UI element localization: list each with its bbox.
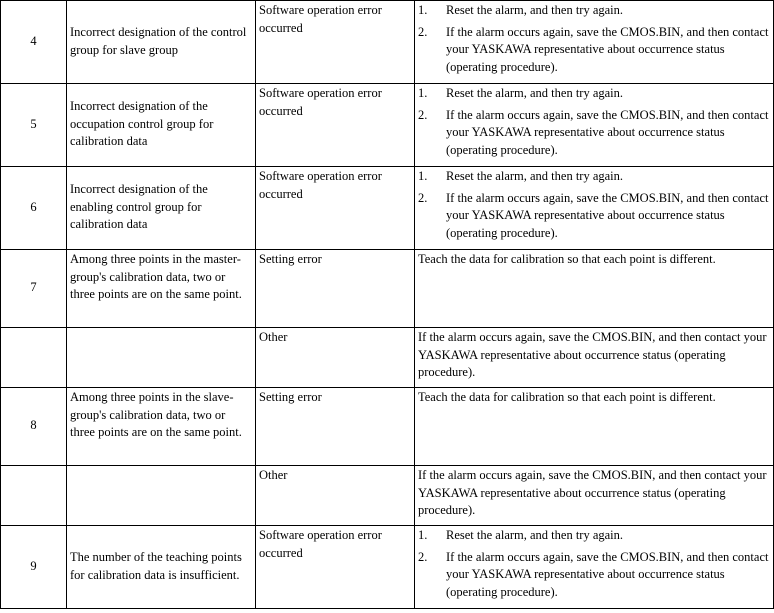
table-row [1,84,774,167]
remedy-step [418,168,770,186]
alarm-cause: Software operation error occurred [256,167,415,250]
step-text: If the alarm occurs again, save the CMOS.BIN, and then contact your YASKAWA representative about occurrence status (operating procedure). [446,107,769,157]
alarm-remedy [415,526,774,609]
alarm-description [67,328,256,388]
table-row [1,328,774,388]
alarm-remedy: Teach the data for calibration so that each point is different. [415,250,774,328]
table-row [1,466,774,526]
alarm-description: Incorrect designation of the enabling control group for calibration data [67,167,256,250]
step-number: 2. [418,24,428,39]
step-text: If the alarm occurs again, save the CMOS.BIN, and then contact your YASKAWA representative about occurrence status (operating procedure). [446,24,769,74]
alarm-remedy: If the alarm occurs again, save the CMOS.BIN, and then contact your YASKAWA representative about occurrence status (operating procedure). [415,328,774,388]
alarm-remedy: If the alarm occurs again, save the CMOS.BIN, and then contact your YASKAWA representative about occurrence status (operating procedure). [415,466,774,526]
alarm-remedy: Teach the data for calibration so that each point is different. [415,388,774,466]
step-text: Reset the alarm, and then try again. [446,528,624,542]
alarm-number: 5 [1,84,67,167]
alarm-description: The number of the teaching points for calibration data is insufficient. [67,526,256,609]
step-number: 1. [418,86,428,100]
step-text: Reset the alarm, and then try again. [446,86,624,100]
step-text: Reset the alarm, and then try again. [446,3,624,17]
alarm-cause: Software operation error occurred [256,84,415,167]
step-text: If the alarm occurs again, save the CMOS.BIN, and then contact your YASKAWA representative about occurrence status (operating procedure). [446,549,769,599]
alarm-number: 7 [1,250,67,328]
step-number: 2. [418,190,428,205]
alarm-number [1,328,67,388]
alarm-description: Among three points in the slave-group's calibration data, two or three points are on the same point. [67,388,256,466]
step-number: 2. [418,549,428,564]
alarm-cause: Other [256,328,415,388]
remedy-step [418,190,770,243]
table-row [1,526,774,609]
table-row [1,250,774,328]
remedy-step [418,527,770,545]
step-number: 1. [418,528,428,542]
alarm-cause: Setting error [256,250,415,328]
step-number: 1. [418,169,428,183]
alarm-remedy [415,1,774,84]
remedy-step [418,85,770,103]
table-row [1,1,774,84]
alarm-cause: Software operation error occurred [256,1,415,84]
step-number: 1. [418,3,428,17]
alarm-cause: Other [256,466,415,526]
table-row [1,388,774,466]
step-number: 2. [418,107,428,122]
alarm-cause: Setting error [256,388,415,466]
alarm-remedy [415,84,774,167]
step-text: If the alarm occurs again, save the CMOS.BIN, and then contact your YASKAWA representative about occurrence status (operating procedure). [446,190,769,240]
table-row [1,167,774,250]
alarm-description: Incorrect designation of the occupation control group for calibration data [67,84,256,167]
remedy-step [418,549,770,602]
alarm-number: 6 [1,167,67,250]
alarm-description: Among three points in the master-group's calibration data, two or three points are on the same point. [67,250,256,328]
alarm-remedy [415,167,774,250]
remedy-step [418,107,770,160]
step-text: Reset the alarm, and then try again. [446,169,624,183]
alarm-description: Incorrect designation of the control group for slave group [67,1,256,84]
alarm-description [67,466,256,526]
remedy-step [418,2,770,20]
alarm-number: 8 [1,388,67,466]
alarm-cause: Software operation error occurred [256,526,415,609]
alarm-number [1,466,67,526]
alarm-number: 9 [1,526,67,609]
alarm-number: 4 [1,1,67,84]
remedy-step [418,24,770,77]
